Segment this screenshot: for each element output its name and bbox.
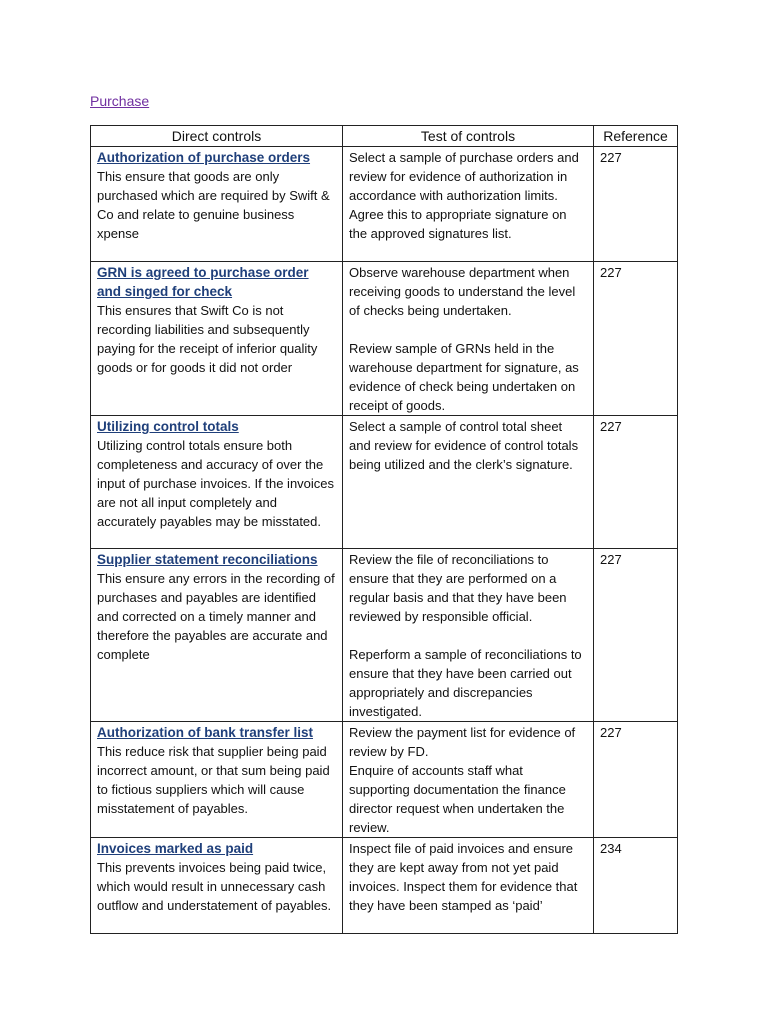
reference-value: 227 bbox=[600, 419, 622, 434]
test-procedure: Review the file of reconciliations to ensure that they are performed on a regular basis and that they have been reviewed by responsible official. bbox=[349, 552, 567, 624]
test-procedure: Reperform a sample of reconciliations to ensure that they have been carried out appropriately and discrepancies investigated. bbox=[349, 647, 582, 719]
test-procedure: Review the payment list for evidence of review by FD. bbox=[349, 725, 576, 759]
control-description: This ensure that goods are only purchased which are required by Swift & Co and relate to genuine business xpense bbox=[97, 169, 330, 241]
reference-value: 227 bbox=[600, 552, 622, 567]
reference-value: 227 bbox=[600, 265, 622, 280]
test-of-control-cell bbox=[343, 549, 594, 722]
test-procedure: Inspect file of paid invoices and ensure they are kept away from not yet paid invoices. Inspect them for evidence that they have been stamped as ‘paid’ bbox=[349, 841, 578, 913]
table-row bbox=[91, 549, 678, 722]
reference-cell bbox=[594, 549, 678, 722]
test-procedure: Enquire of accounts staff what supporting documentation the finance director request when undertaken the review. bbox=[349, 763, 566, 835]
control-description: This prevents invoices being paid twice, which would result in unnecessary cash outflow and understatement of payables. bbox=[97, 860, 332, 913]
test-procedure: Review sample of GRNs held in the warehouse department for signature, as evidence of check being undertaken on receipt of goods. bbox=[349, 341, 579, 413]
header-test-of-controls: Test of controls bbox=[343, 126, 594, 147]
control-title: Authorization of purchase orders bbox=[97, 150, 311, 165]
reference-cell bbox=[594, 262, 678, 416]
test-procedure: Observe warehouse department when receiving goods to understand the level of checks being undertaken. bbox=[349, 265, 576, 318]
reference-value: 234 bbox=[600, 841, 622, 856]
direct-control-cell bbox=[91, 722, 343, 838]
reference-value: 227 bbox=[600, 150, 622, 165]
test-of-control-cell bbox=[343, 838, 594, 934]
control-title: Utilizing control totals bbox=[97, 419, 239, 434]
test-of-control-cell bbox=[343, 416, 594, 549]
direct-control-cell bbox=[91, 147, 343, 262]
table-header-row bbox=[91, 126, 678, 147]
paragraph-gap bbox=[349, 320, 587, 339]
reference-cell bbox=[594, 416, 678, 549]
reference-cell bbox=[594, 147, 678, 262]
test-of-control-cell bbox=[343, 262, 594, 416]
page-heading: Purchase bbox=[90, 93, 150, 109]
reference-cell bbox=[594, 838, 678, 934]
test-procedure: Select a sample of control total sheet and review for evidence of control totals being utilized and the clerk’s signature. bbox=[349, 419, 579, 472]
control-title: Authorization of bank transfer list bbox=[97, 725, 314, 740]
direct-control-cell bbox=[91, 838, 343, 934]
table-row bbox=[91, 416, 678, 549]
test-procedure: Select a sample of purchase orders and review for evidence of authorization in accordance with authorization limits. Agree this to appropriate signature on the approved signatures list. bbox=[349, 150, 579, 241]
table-row bbox=[91, 262, 678, 416]
table-row bbox=[91, 838, 678, 934]
reference-cell bbox=[594, 722, 678, 838]
direct-control-cell bbox=[91, 549, 343, 722]
header-direct-controls: Direct controls bbox=[91, 126, 343, 147]
table-row bbox=[91, 722, 678, 838]
control-description: This ensure any errors in the recording of purchases and payables are identified and corrected on a timely manner and therefore the payables are accurate and complete bbox=[97, 571, 335, 662]
paragraph-gap bbox=[349, 626, 587, 645]
control-title: GRN is agreed to purchase order and singed for check bbox=[97, 265, 309, 299]
control-title: Invoices marked as paid bbox=[97, 841, 254, 856]
test-of-control-cell bbox=[343, 722, 594, 838]
reference-value: 227 bbox=[600, 725, 622, 740]
header-reference: Reference bbox=[594, 126, 678, 147]
control-description: This reduce risk that supplier being paid incorrect amount, or that sum being paid to fictious suppliers which will cause misstatement of payables. bbox=[97, 744, 330, 816]
control-description: Utilizing control totals ensure both completeness and accuracy of over the input of purchase invoices. If the invoices are not all input completely and accurately payables may be misstated. bbox=[97, 438, 335, 529]
table-row bbox=[91, 147, 678, 262]
direct-control-cell bbox=[91, 416, 343, 549]
control-description: This ensures that Swift Co is not recording liabilities and subsequently paying for the receipt of inferior quality goods or for goods it did not order bbox=[97, 303, 318, 375]
control-title: Supplier statement reconciliations bbox=[97, 552, 318, 567]
controls-table bbox=[90, 125, 678, 934]
test-of-control-cell bbox=[343, 147, 594, 262]
direct-control-cell bbox=[91, 262, 343, 416]
